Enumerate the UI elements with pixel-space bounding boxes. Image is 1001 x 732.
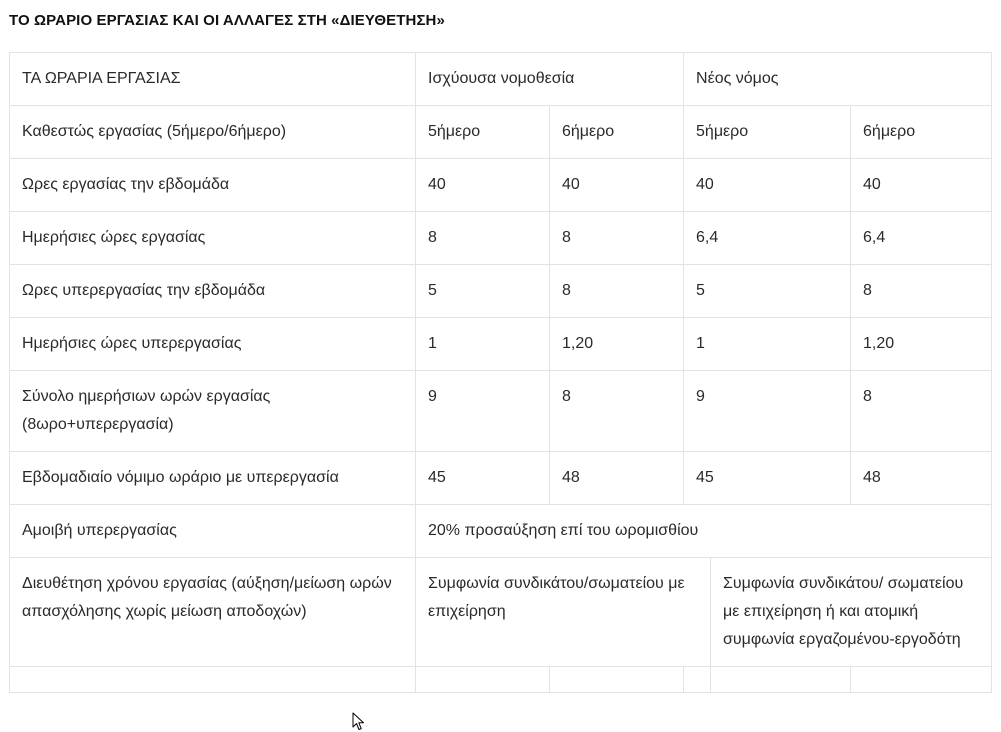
row-label: Διευθέτηση χρόνου εργασίας (αύξηση/μείωση ωρών απασχόλησης χωρίς μείωση αποδοχών) — [10, 558, 416, 667]
row-label: Σύνολο ημερήσιων ωρών εργασίας (8ωρο+υπερεργασία) — [10, 371, 416, 452]
row-label: Εβδομαδιαίο νόμιμο ωράριο με υπερεργασία — [10, 452, 416, 505]
header-new-law: Νέος νόμος — [684, 53, 992, 106]
page-title: ΤΟ ΩΡΑΡΙΟ ΕΡΓΑΣΙΑΣ ΚΑΙ ΟΙ ΑΛΛΑΓΕΣ ΣΤΗ «ΔΙΕΥΘΕΤΗΣΗ» — [9, 12, 445, 29]
cell-current-6day: 1,20 — [550, 318, 684, 371]
table-row — [10, 159, 992, 212]
cell-arrangement-new: Συμφωνία συνδικάτου/ σωματείου με επιχείρηση ή και ατομική συμφωνία εργαζομένου-εργοδότη — [711, 558, 992, 667]
cell-current-6day: 8 — [550, 265, 684, 318]
row-label: Ωρες υπερεργασίας την εβδομάδα — [10, 265, 416, 318]
working-hours-table — [9, 52, 992, 693]
cell-new-6day: 8 — [851, 265, 992, 318]
empty-cell — [550, 667, 684, 693]
cell-current-6day: 8 — [550, 212, 684, 265]
cell-new-6day: 6ήμερο — [851, 106, 992, 159]
cell-new-6day: 40 — [851, 159, 992, 212]
cell-new-6day: 48 — [851, 452, 992, 505]
row-label: Ημερήσιες ώρες εργασίας — [10, 212, 416, 265]
cell-new-5day: 6,4 — [684, 212, 851, 265]
cell-new-6day: 1,20 — [851, 318, 992, 371]
table-row — [10, 265, 992, 318]
cell-new-5day: 40 — [684, 159, 851, 212]
table-row — [10, 106, 992, 159]
table-row — [10, 452, 992, 505]
cell-new-6day: 6,4 — [851, 212, 992, 265]
cell-current-5day: 5ήμερο — [416, 106, 550, 159]
cell-current-5day: 40 — [416, 159, 550, 212]
table-row — [10, 505, 992, 558]
header-current-law: Ισχύουσα νομοθεσία — [416, 53, 684, 106]
cell-current-5day: 8 — [416, 212, 550, 265]
mouse-pointer-icon — [352, 712, 366, 732]
empty-cell — [711, 667, 851, 693]
cell-current-6day: 40 — [550, 159, 684, 212]
table-row-header — [10, 53, 992, 106]
table-row — [10, 212, 992, 265]
cell-current-6day: 48 — [550, 452, 684, 505]
cell-new-6day: 8 — [851, 371, 992, 452]
cell-overtime-pay: 20% προσαύξηση επί του ωρομισθίου — [416, 505, 992, 558]
cell-current-6day: 8 — [550, 371, 684, 452]
cell-new-5day: 5 — [684, 265, 851, 318]
cell-new-5day: 5ήμερο — [684, 106, 851, 159]
empty-cell — [684, 667, 711, 693]
empty-cell — [416, 667, 550, 693]
header-label: ΤΑ ΩΡΑΡΙΑ ΕΡΓΑΣΙΑΣ — [10, 53, 416, 106]
cell-current-5day: 45 — [416, 452, 550, 505]
row-label: Ωρες εργασίας την εβδομάδα — [10, 159, 416, 212]
table-row — [10, 318, 992, 371]
cell-current-5day: 1 — [416, 318, 550, 371]
cell-current-6day: 6ήμερο — [550, 106, 684, 159]
row-label: Ημερήσιες ώρες υπερεργασίας — [10, 318, 416, 371]
table-row — [10, 371, 992, 452]
table-row — [10, 558, 992, 667]
cell-current-5day: 9 — [416, 371, 550, 452]
cell-arrangement-current: Συμφωνία συνδικάτου/σωματείου με επιχείρηση — [416, 558, 711, 667]
cell-current-5day: 5 — [416, 265, 550, 318]
row-label: Καθεστώς εργασίας (5ήμερο/6ήμερο) — [10, 106, 416, 159]
cell-new-5day: 1 — [684, 318, 851, 371]
empty-cell — [851, 667, 992, 693]
empty-cell — [10, 667, 416, 693]
table-row-empty — [10, 667, 992, 693]
row-label: Αμοιβή υπερεργασίας — [10, 505, 416, 558]
cell-new-5day: 9 — [684, 371, 851, 452]
cell-new-5day: 45 — [684, 452, 851, 505]
